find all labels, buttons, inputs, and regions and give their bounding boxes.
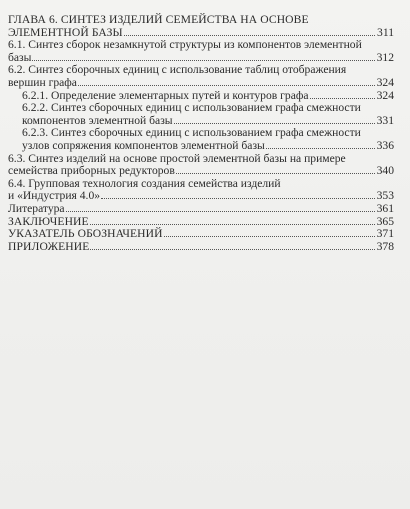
toc-entry-notation-index xyxy=(8,228,394,241)
toc-page-number: 353 xyxy=(376,189,394,203)
toc-entry-text: 6.2. Синтез сборочных единиц с использование таблиц отображения xyxy=(8,63,347,77)
leader-dots xyxy=(124,34,375,36)
toc-page-number: 378 xyxy=(376,239,394,253)
toc-page-number: 365 xyxy=(376,214,394,228)
toc-entry-text: ЭЛЕМЕНТНОЙ БАЗЫ xyxy=(8,25,123,39)
toc-page-number: 331 xyxy=(376,113,394,127)
toc-entry-chapter-6 xyxy=(8,14,394,39)
toc-entry-text: 6.3. Синтез изделий на основе простой элементной базы на примере xyxy=(8,151,346,165)
toc-entry-text: УКАЗАТЕЛЬ ОБОЗНАЧЕНИЙ xyxy=(8,227,163,241)
toc-page-number: 371 xyxy=(376,227,394,241)
toc-entry-text: 6.4. Групповая технология создания семейства изделий xyxy=(8,176,281,190)
leader-dots xyxy=(310,97,375,99)
toc-entry-text: 6.2.3. Синтез сборочных единиц с использованием графа смежности xyxy=(22,126,361,140)
toc-entry-6-3 xyxy=(8,153,394,178)
leader-dots xyxy=(266,147,375,149)
toc-page-number: 340 xyxy=(376,164,394,178)
toc-page-number: 336 xyxy=(376,138,394,152)
toc-entry-text: ЗАКЛЮЧЕНИЕ xyxy=(8,214,89,228)
toc-entry-text: базы xyxy=(8,50,32,64)
toc-page-number: 361 xyxy=(376,201,394,215)
toc-page-number: 324 xyxy=(376,75,394,89)
toc-entry-text: вершин графа xyxy=(8,75,77,89)
leader-dots xyxy=(90,248,374,250)
toc-entry-6-4 xyxy=(8,178,394,203)
leader-dots xyxy=(90,223,375,225)
toc-entry-text: ГЛАВА 6. СИНТЕЗ ИЗДЕЛИЙ СЕМЕЙСТВА НА ОСНОВЕ xyxy=(8,13,309,26)
leader-dots xyxy=(78,84,375,86)
toc-entry-appendix xyxy=(8,241,394,254)
leader-dots xyxy=(164,235,375,237)
table-of-contents xyxy=(8,14,394,253)
toc-entry-text: семейства приборных редукторов xyxy=(8,164,175,178)
leader-dots xyxy=(101,197,375,199)
leader-dots xyxy=(32,59,374,61)
toc-entry-text: узлов сопряжения компонентов элементной базы xyxy=(22,138,265,152)
toc-entry-6-2 xyxy=(8,64,394,89)
toc-entry-text: 6.2.2. Синтез сборочных единиц с использованием графа смежности xyxy=(22,101,361,115)
toc-entry-6-1 xyxy=(8,39,394,64)
toc-entry-text: 6.1. Синтез сборок незамкнутой структуры из компонентов элементной xyxy=(8,38,362,52)
toc-page-number: 311 xyxy=(377,25,394,39)
toc-entry-text: ПРИЛОЖЕНИЕ xyxy=(8,239,90,253)
leader-dots xyxy=(176,172,375,174)
toc-entry-text: компонентов элементной базы xyxy=(22,113,173,127)
toc-entry-text: и «Индустрия 4.0» xyxy=(8,189,101,203)
toc-entry-6-2-2 xyxy=(8,102,394,127)
toc-entry-6-2-3 xyxy=(8,127,394,152)
toc-page-number: 324 xyxy=(376,88,394,102)
toc-page-number: 312 xyxy=(376,50,394,64)
leader-dots xyxy=(174,122,375,124)
toc-entry-text: Литература xyxy=(8,201,65,215)
leader-dots xyxy=(66,210,375,212)
toc-entry-literature xyxy=(8,203,394,216)
toc-entry-text: 6.2.1. Определение элементарных путей и контуров графа xyxy=(22,88,309,102)
